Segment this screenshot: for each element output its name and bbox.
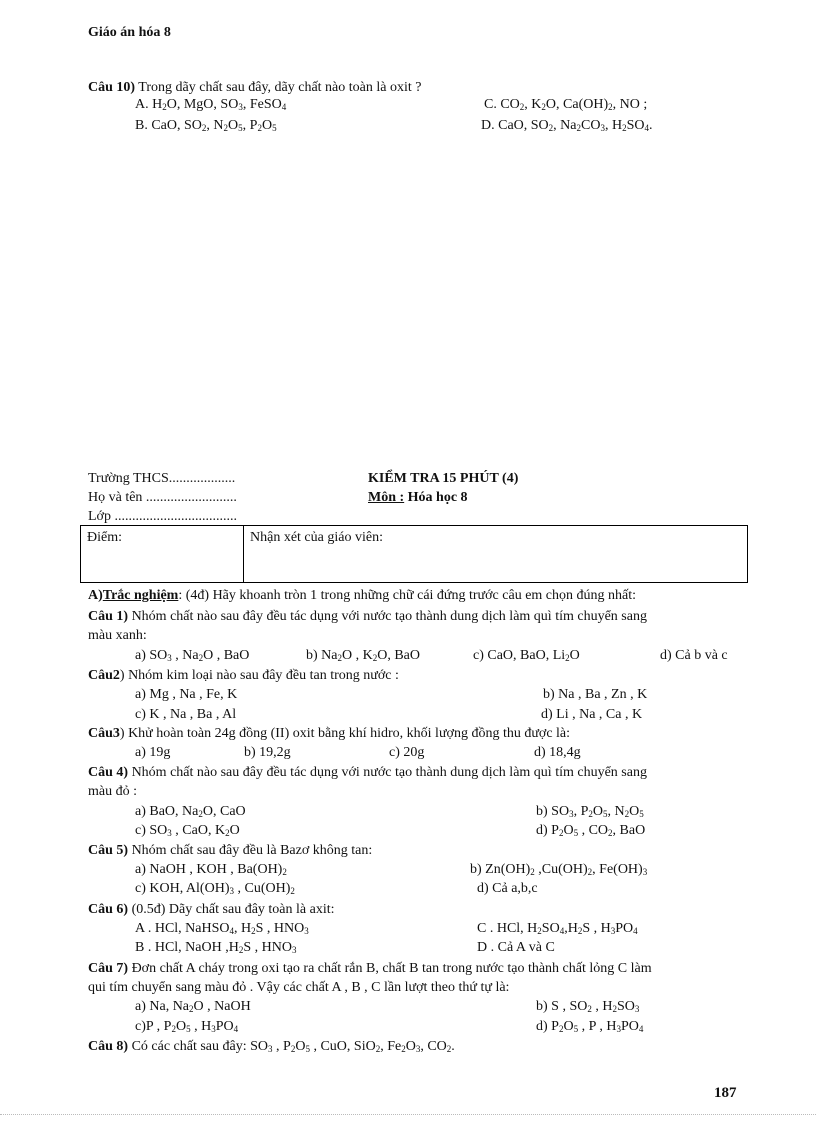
section-a-instructions: : (4đ) Hãy khoanh tròn 1 trong những chữ cái đứng trước câu em chọn đúng nhất:: [178, 588, 637, 603]
option-c: c) K , Na , Ba , Al: [135, 707, 237, 722]
page-number: 187: [714, 1085, 737, 1101]
test-title: KIỂM TRA 15 PHÚT (4): [368, 471, 519, 486]
question-text: ) Nhóm kim loại nào sau đây đều tan trong nước :: [119, 668, 399, 683]
document-header-title: Giáo án hóa 8: [88, 25, 171, 40]
student-name-field: Họ và tên ..........................: [88, 490, 237, 505]
subject-value: Hóa học 8: [404, 490, 468, 505]
question-text: Đơn chất A cháy trong oxi tạo ra chất rắn B, chất B tan trong nước tạo thành chất lỏng C làm: [128, 961, 652, 976]
question-1-continued: màu xanh:: [88, 628, 147, 643]
score-box-divider: [243, 526, 244, 582]
option-b: B . HCl, NaOH $,H_2S$ , $HNO_3$: [135, 940, 297, 955]
option-c: c) KOH, $Al(OH)_3$ , $Cu(OH)_2$: [135, 881, 295, 896]
section-a-label: A): [88, 588, 103, 603]
question-10: [88, 81, 421, 95]
school-field: Trường THCS...................: [88, 471, 236, 486]
question-label: Câu 4): [88, 765, 129, 780]
option-c: C . HCl, $H_2SO_4,H_2S$ , $H_3PO_4$: [477, 921, 638, 936]
question-label: Câu 10): [88, 80, 136, 95]
option-b: b) $Na_2O$ , $K_2O$, BaO: [306, 648, 421, 663]
option-d: D. CaO, $SO_2$, $Na_2CO_3$, $H_2SO_4$.: [481, 118, 653, 133]
option-b: b) $Zn(OH)_2$ $,Cu(OH)_2$, $Fe(OH)_3$: [470, 862, 648, 877]
question-text: Nhóm chất nào sau đây đều tác dụng với nước tạo thành dung dịch làm quì tím chuyển sang: [128, 609, 647, 624]
question-label: Câu 7): [88, 961, 129, 976]
option-a: A . HCl, NaHSO$_4$, $H_2S$ , $HNO_3$: [135, 921, 309, 936]
question-5: [88, 844, 372, 858]
option-c: C. $CO_2$, $K_2O$, $Ca(OH)_2$, NO ;: [484, 97, 648, 112]
option-a: A. $H_2O$, MgO, $SO_3$, FeSO$_4$: [135, 97, 287, 112]
option-d: d) Cả a,b,c: [477, 881, 538, 896]
question-label: Câu 6): [88, 902, 129, 917]
score-cell-label: Điểm:: [87, 530, 122, 545]
option-d: D . Cả A và C: [477, 940, 555, 955]
question-7: [88, 962, 652, 976]
option-b: b) Na , Ba , Zn , K: [543, 687, 648, 702]
option-a: a) Mg , Na , Fe, K: [135, 687, 238, 702]
question-text: Nhóm chất sau đây đều là Bazơ không tan:: [128, 843, 373, 858]
option-c: c) $SO_3$ , CaO, $K_2O$: [135, 823, 240, 838]
option-b: b) S , $SO_2$ , $H_2SO_3$: [536, 999, 640, 1014]
option-c: c) CaO, BaO, $Li_2O$: [473, 648, 580, 663]
question-label: Câu3: [88, 726, 120, 741]
question-text: (0.5đ) Dãy chất sau đây toàn là axit:: [128, 902, 335, 917]
question-7-continued: qui tím chuyển sang màu đỏ . Vậy các chất A , B , C lần lượt theo thứ tự là:: [88, 980, 510, 995]
question-text: Có các chất sau đây: $SO_3$ , $P_2O_5$ , CuO, SiO$_2$, $Fe_2O_3$, $CO_2$.: [128, 1039, 455, 1054]
option-a: a) 19g: [135, 745, 171, 760]
option-c: c) 20g: [389, 745, 425, 760]
question-text: Trong dãy chất sau đây, dãy chất nào toàn là oxit ?: [135, 80, 422, 95]
question-label: Câu 5): [88, 843, 129, 858]
option-a: a) Na, $Na_2O$ , NaOH: [135, 999, 251, 1014]
question-text: ) Khử hoàn toàn 24g đồng (II) oxit bằng khí hidro, khối lượng đồng thu được là:: [119, 726, 571, 741]
option-b: b) $SO_3$, $P_2O_5$, $N_2O_5$: [536, 804, 644, 819]
score-comment-box: [80, 525, 748, 583]
option-d: d) 18,4g: [534, 745, 581, 760]
option-d: d) $P_2O_5$ , P , $H_3PO_4$: [536, 1019, 644, 1034]
option-d: d) Li , Na , Ca , K: [541, 707, 643, 722]
option-d: d) Cả b và c: [660, 648, 728, 663]
option-c: c)P , $P_2O_5$ , $H_3PO_4$: [135, 1019, 239, 1034]
question-text: Nhóm chất nào sau đây đều tác dụng với nước tạo thành dung dịch làm quì tím chuyển sang: [128, 765, 647, 780]
question-4-continued: màu đỏ :: [88, 784, 137, 799]
question-6: [88, 903, 335, 917]
section-a-title: Trắc nghiệm: [102, 588, 179, 603]
page-bottom-border: [0, 1114, 816, 1115]
question-8: [88, 1040, 455, 1054]
option-a: a) NaOH , KOH , $Ba(OH)_2$: [135, 862, 287, 877]
question-1: [88, 610, 647, 624]
option-b: b) 19,2g: [244, 745, 291, 760]
teacher-comment-label: Nhận xét của giáo viên:: [250, 530, 383, 545]
option-d: d) $P_2O_5$ , $CO_2$, BaO: [536, 823, 646, 838]
question-3: [88, 727, 570, 741]
question-label: Câu 8): [88, 1039, 129, 1054]
question-2: [88, 669, 399, 683]
option-a: a) $SO_3$ , $Na_2O$ , BaO: [135, 648, 250, 663]
option-a: a) BaO, $Na_2O$, CaO: [135, 804, 246, 819]
section-a-heading: [88, 589, 636, 603]
question-label: Câu 1): [88, 609, 129, 624]
question-4: [88, 766, 647, 780]
question-label: Câu2: [88, 668, 120, 683]
subject-label: Môn :: [368, 490, 405, 505]
class-field: Lớp ...................................: [88, 509, 237, 524]
subject-line: [368, 491, 468, 505]
option-b: B. CaO, $SO_2$, $N_2O_5$, $P_2O_5$: [135, 118, 277, 133]
